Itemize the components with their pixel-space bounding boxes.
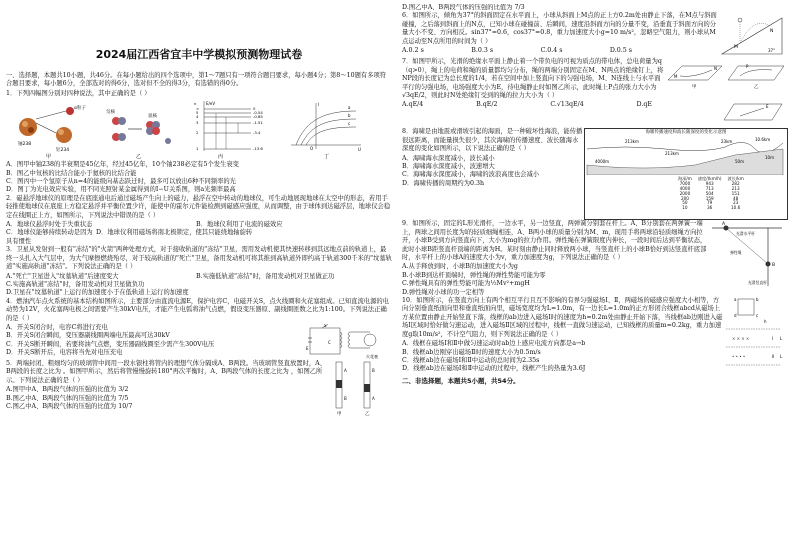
q8-text bbox=[402, 128, 584, 220]
svg-text:∞: ∞ bbox=[196, 106, 200, 112]
svg-text:5: 5 bbox=[196, 110, 199, 116]
energy-level-figure bbox=[194, 101, 263, 159]
q1-figures bbox=[6, 99, 392, 159]
helium-label: 氦核 bbox=[148, 114, 157, 120]
q7-options bbox=[402, 101, 652, 109]
svg-text:0: 0 bbox=[253, 106, 256, 112]
svg-text:O: O bbox=[310, 146, 314, 152]
glass-tube-figure bbox=[326, 360, 386, 416]
svg-text:2: 2 bbox=[196, 130, 199, 136]
svg-text:N: N bbox=[714, 66, 717, 72]
tsunami-table-body bbox=[675, 182, 747, 211]
table-cell: 213 bbox=[731, 186, 740, 191]
q9-option-b: B.小球B到达杆顶端时，弹性绳的弹性势能可能为零 bbox=[402, 271, 546, 279]
q8-option-d: D．海啸传播的周期约为0.3h bbox=[402, 179, 485, 187]
q5-option-a: A.图甲中A、B两段气体的压强的比值为 3/2 bbox=[6, 386, 129, 394]
svg-text:-3.4: -3.4 bbox=[253, 130, 261, 136]
uranium-nucleus-figure bbox=[18, 104, 86, 159]
svg-text:c: c bbox=[756, 313, 759, 319]
point-m-label: M bbox=[734, 45, 738, 51]
q4-option-c: C．开关S断开瞬间，若要将油气点燃，变压器副线圈至少需产生300V电压 bbox=[6, 340, 215, 348]
svg-text:d: d bbox=[734, 313, 737, 319]
l-rod-figure bbox=[708, 220, 786, 290]
svg-text:h: h bbox=[764, 319, 767, 325]
charged-rope-figure bbox=[664, 58, 786, 128]
q1-figure-svg bbox=[6, 99, 392, 159]
svg-text:10.6km: 10.6km bbox=[755, 137, 771, 143]
q8-option-a: A．海啸海水深度减小，波长减小 bbox=[402, 154, 495, 162]
fig-jia-label: 甲 bbox=[46, 154, 52, 160]
current-axis-label: I bbox=[318, 102, 320, 108]
q8-option-c: C．海啸海水深度减小，海啸的波浪高度也会减小 bbox=[402, 171, 540, 179]
voltage-axis-label: U bbox=[358, 147, 361, 153]
q6-text bbox=[402, 12, 720, 58]
svg-text:• • • •: • • • • bbox=[732, 354, 746, 360]
svg-text:-0.85: -0.85 bbox=[253, 114, 263, 120]
table-cell: 23 bbox=[732, 200, 739, 206]
svg-text:P: P bbox=[746, 64, 749, 70]
svg-text:B: B bbox=[372, 367, 375, 373]
table-cell: 282 bbox=[731, 181, 740, 187]
section-2-heading: 二、非选择题，本题共5小题，共54分。 bbox=[402, 377, 520, 386]
table-cell: 2000 bbox=[679, 190, 691, 196]
svg-text:B: B bbox=[344, 395, 347, 401]
q8-option-b: B．海啸海水深度减小，波速增大 bbox=[402, 163, 495, 171]
table-cell: 50 bbox=[682, 200, 688, 206]
svg-text:23km: 23km bbox=[721, 139, 733, 145]
svg-text:弹性绳: 弹性绳 bbox=[730, 250, 742, 256]
q6-block bbox=[402, 12, 788, 58]
tsunami-figure-title: 海啸传播速度和波长随深度的变化示意图 bbox=[645, 130, 727, 136]
q6-options bbox=[402, 47, 632, 55]
q10-block bbox=[402, 297, 788, 377]
q6-option-c: C.0.4 s bbox=[540, 47, 563, 55]
q3-option-b: B.实施低轨道"冻结"时，备用发动机对卫星做正功 bbox=[196, 272, 335, 280]
fusion-figure bbox=[106, 108, 171, 159]
table-cell: 10 bbox=[682, 205, 688, 211]
point-n-label: N bbox=[770, 29, 774, 35]
q5-text bbox=[6, 360, 326, 416]
table-cell: 713 bbox=[705, 186, 714, 191]
svg-text:a: a bbox=[734, 297, 737, 303]
page-title: 2024届江西省宜丰中学模拟预测物理试卷 bbox=[95, 48, 303, 61]
fig-jia-label: 甲 bbox=[337, 411, 342, 416]
q1-stem: 1．下列四幅图分别对四种说法，其中正确的是（ ） bbox=[6, 89, 151, 97]
svg-text:Ⅱ: Ⅱ bbox=[772, 354, 774, 360]
q7-option-a: A.qE/4 bbox=[402, 101, 424, 109]
svg-text:Ⅰ: Ⅰ bbox=[772, 336, 774, 342]
deuteron-label: 氘核 bbox=[106, 110, 115, 116]
q4-option-a: A．开关S闭合时，电容C将进行充电 bbox=[6, 323, 108, 331]
table-row bbox=[675, 206, 747, 211]
q2-options-row-2 bbox=[6, 229, 392, 246]
th234-label: 钍234 bbox=[56, 148, 70, 154]
tsunami-wave-svg bbox=[585, 135, 785, 175]
fig-bing-label: 丙 bbox=[218, 154, 224, 160]
fig-yi-label: 乙 bbox=[365, 411, 370, 416]
q3-option-c: C.实施高轨道"冻结"时，备用发动机对卫星做负功 bbox=[6, 280, 145, 288]
svg-text:213km: 213km bbox=[665, 151, 679, 157]
incline-figure bbox=[720, 12, 786, 58]
angle-label: 37° bbox=[768, 48, 776, 54]
u238-label: 铀238 bbox=[18, 142, 32, 148]
svg-text:-1.51: -1.51 bbox=[253, 120, 263, 126]
q7-text bbox=[402, 58, 664, 128]
q10-option-b: B．线框ab边刚穿出磁场Ⅱ时的速度大小为0.5m/s bbox=[402, 348, 541, 356]
q5-option-c-fraction: 10/7 bbox=[118, 402, 133, 410]
q10-text bbox=[402, 297, 724, 377]
q7-block bbox=[402, 58, 788, 128]
tsunami-figure bbox=[584, 128, 788, 220]
svg-text:3: 3 bbox=[196, 120, 199, 126]
svg-text:乙: 乙 bbox=[754, 85, 759, 91]
table-cell: 36 bbox=[707, 205, 713, 211]
q1-option-c: C．图丙中一个氢原子从n=4的能级向基态跃迁时，最多可以放出6种不同频率的光 bbox=[6, 178, 236, 186]
uranium-nucleus-shape bbox=[19, 118, 37, 136]
q10-stem: 10．如图所示，在竖直方向上有两个相互平行且互不影响的有界匀强磁场Ⅰ、Ⅱ，两磁场的磁感应强度大小相等，方向分别垂直纸面向里和垂直纸面向里，磁场宽度均为L=1.0m，有一边长L=1.0m的正方形闭合线框abcd从磁场上方某位置由静止开始竖直下落，线框的ab边进入磁场Ⅰ时的速度为h=0.2m处由静止开始下落，当线框ab边刚进入磁场Ⅰ区域时恰好做匀速运动，进入磁场Ⅱ区域的过程中，线框一直做匀速运动，已知线框的质量m=0.2kg，重力加速度g取10m/s²，不计空气阻力，则下列说法正确的是（ ） bbox=[402, 297, 723, 338]
svg-text:b: b bbox=[348, 113, 351, 119]
q6-option-b: B.0.3 s bbox=[471, 47, 494, 55]
table-cell: 151 bbox=[731, 190, 740, 196]
svg-text:A: A bbox=[344, 367, 347, 373]
svg-text:A: A bbox=[372, 395, 375, 401]
q1-option-b: B．图乙中氘核的比结合能小于氦核的比结合能 bbox=[6, 169, 137, 177]
table-cell: 159 bbox=[705, 195, 714, 201]
svg-text:1: 1 bbox=[196, 146, 199, 152]
svg-text:光滑竖直杆: 光滑竖直杆 bbox=[748, 280, 767, 286]
q7-option-c: C.√13qE/4 bbox=[550, 101, 584, 109]
q3-options-row-1 bbox=[6, 273, 392, 281]
svg-text:c: c bbox=[348, 121, 351, 127]
table-cell: 48 bbox=[732, 195, 739, 201]
q10-option-c: C．线框ab边在磁场Ⅰ和Ⅱ中运动的总时间为2.35s bbox=[402, 356, 540, 364]
q4-options bbox=[6, 324, 306, 360]
svg-text:A: A bbox=[722, 222, 726, 228]
table-cell: 79 bbox=[707, 200, 713, 206]
q1-option-a: A．图甲中铀238的半衰期是45亿年，经过45亿年，10个铀238必定有5个发生衰变 bbox=[6, 161, 239, 169]
q3-option-d: D.卫星在"坟墓轨道"上运行的加速度小于在低轨道上运行的加速度 bbox=[6, 289, 189, 297]
svg-text:× × × ×: × × × × bbox=[732, 336, 750, 342]
svg-text:213km: 213km bbox=[625, 139, 639, 145]
alpha-particle-label: α粒子 bbox=[74, 106, 86, 112]
svg-text:10m: 10m bbox=[765, 155, 774, 161]
q6-stem: 6．如图所示，倾角为37°的斜面固定在水平面上，小球从斜面上M点的正上方0.2m处由静止下落，在M点与斜面碰撞，之后落到斜面上的N点，已知小球在碰撞前、后瞬间，速度沿斜面方向的分量不变，沿垂直于斜面方向的分量大小不变、方向相反。sin37°=0.6，cos37°=0.8，重力加速度大小g=10 m/s²，忽略空气阻力，则小球从M点运动至N点所用的时间为（ ） bbox=[402, 12, 717, 45]
q9-text bbox=[402, 220, 708, 297]
left-column bbox=[6, 4, 392, 545]
fig-ding-label: 丁 bbox=[324, 154, 330, 160]
energy-axis-label: E/eV bbox=[206, 101, 216, 107]
q10-option-a: A．线框在磁场Ⅰ和Ⅱ中做匀速运动时ab边上感应电流方向都是a→b bbox=[402, 340, 586, 348]
q9-option-c: C.弹性绳具有的弹性势能可能为½Mv²+mgH bbox=[402, 280, 530, 288]
table-cell: 943 bbox=[705, 181, 714, 187]
q5-option-d-fraction: 7/3 bbox=[514, 4, 525, 11]
q2-option-b: B．地球仪利用了电流的磁效应 bbox=[196, 221, 283, 229]
svg-text:甲: 甲 bbox=[692, 85, 697, 91]
svg-text:b: b bbox=[756, 297, 759, 303]
q5-stem: 5．两端封闭、粗细均匀的玻璃管中间用一段水银柱将管内的理想气体分隔成A、B两段。当玻璃管竖直放置时，A、B两段的长度之比为 。如图甲所示，然后将管慢慢旋转180°再次平衡时，A、B两段气体的长度之比为 ，如图乙所示。下列说法正确的是（ ） bbox=[6, 359, 326, 384]
q5-option-d: D.图乙中A、B两段气体的压强的比值为 7/3 bbox=[402, 4, 525, 11]
table-cell: 504 bbox=[705, 190, 714, 196]
q2-stem: 2．磁悬浮地球仪的原理是在底座通电后通过磁场产生向上的磁力，悬浮在空中转动的地球仪，可生动地展现地球在太空中的形态，若用手轻推使地球仪在底座上方稳定悬浮并平衡位置少许，能使中的霍尔元件能检测到磁感应强度，从而调整，由于球体到达磁浮层，地球仪会稳定在线圈正上方，如图所示，下列说法中错误的是（ ） bbox=[6, 194, 391, 219]
section-1-instructions: 一、选择题，本题共10小题，共46分。在每小题给出的四个选项中，第1～7题只有一项符合题目要求，每小题4分；第8～10题有多项符合题目要求，每小题6分，全部选对的得6分，选对但不全的得3分，有选错的得0分。 bbox=[6, 72, 387, 88]
svg-text:4000m: 4000m bbox=[595, 159, 610, 165]
q9-option-a: A.从手释放到时，小球B的加速度大小为g bbox=[402, 263, 518, 271]
svg-text:L: L bbox=[780, 336, 783, 342]
svg-text:L: L bbox=[780, 354, 783, 360]
magnetic-field-figure bbox=[724, 297, 786, 377]
q4-block bbox=[6, 298, 392, 360]
fig-yi-label: 乙 bbox=[136, 154, 142, 160]
table-cell: 10.6 bbox=[730, 205, 741, 211]
svg-text:4: 4 bbox=[196, 114, 199, 120]
source-label: E bbox=[306, 345, 309, 351]
svg-text:光滑水平杆: 光滑水平杆 bbox=[736, 231, 755, 237]
q8-block bbox=[402, 128, 788, 220]
table-cell: 200 bbox=[680, 195, 689, 201]
q7-option-d: D.qE bbox=[636, 101, 652, 109]
q5-option-c: C.图乙中A、B两段气体的压强的比值为 10/7 bbox=[6, 402, 133, 410]
q1-option-d: D．图丁为光电效应实验，用不同光照射某金属得到的I−U关系图，则a光频率最高 bbox=[6, 186, 236, 194]
q8-stem: 8．海啸是由地震或滑坡引起的海面，是一种破坏性海浪，能传播很远距离，而能量损失很少，其次海啸的传播速度、波长随海水深度的变化如图所示，以下说法正确的是（ ） bbox=[402, 128, 583, 153]
switch-label: S bbox=[324, 323, 327, 328]
table-header-row: 海深/m 速度/(km/h) 波长/km bbox=[678, 176, 744, 182]
q4-option-d: D．开关S断开后，电容将当先对电压充电 bbox=[6, 349, 123, 357]
q5-option-b-fraction: 7/5 bbox=[118, 394, 129, 402]
q4-option-b: B．开关S闭合瞬间，变压器副线圈两端电压最高可达30kV bbox=[6, 332, 170, 340]
q10-option-d: D．线框ab边在磁场Ⅰ和Ⅱ中运动的过程中，线框产生的热量为3.6J bbox=[402, 365, 586, 373]
iu-curve-figure bbox=[291, 102, 361, 159]
q6-option-a: A.0.2 s bbox=[402, 47, 424, 55]
svg-text:-0.54: -0.54 bbox=[253, 110, 263, 116]
ignition-circuit-figure bbox=[306, 324, 390, 360]
q3-option-a: A."死亡"卫星进入"坟墓轨道"后速度变大 bbox=[6, 272, 119, 280]
q7-stem: 7．如图甲所示，光滑的绝缘水平面上静止着一个带负电的可视为质点的带电体，总电荷量为q（q>0），绳上的电荷和绳的质量都均匀分布，绳的两端分别固定在M、N两点的绝缘钉上，将NP段的长度记为总长度的1/4，若在空间中加上竖直向下的匀强电场，M、N连线上与水平面平行的匀强电场，电场强度大小为E，待电绳静止时如图乙所示，此时绳上P点的张力大小为√3qE/2，则此时N处绝缘钉受到的绳的拉力大小为（ ） bbox=[402, 58, 664, 100]
q9-option-d: D.弹性绳对小球的功一定相等 bbox=[402, 288, 485, 296]
table-cell: 4000 bbox=[679, 186, 691, 191]
q2-option-c: C．地球仪能够持续转动是因为具有惯性 bbox=[6, 229, 93, 245]
svg-text:a: a bbox=[348, 105, 351, 111]
q2-option-d: D．地球仪利用磁场将南北极锁定，使其只能绕地轴旋转 bbox=[96, 229, 253, 237]
tsunami-table bbox=[675, 177, 747, 211]
q9-block bbox=[402, 220, 788, 297]
q4-body bbox=[6, 324, 392, 360]
svg-text:E: E bbox=[766, 104, 769, 110]
right-column bbox=[402, 4, 788, 545]
svg-text:-13.6: -13.6 bbox=[253, 146, 263, 152]
q9-stem: 9．如图所示，固定的L形光滑杆，一边水平，另一边竖直，两弹簧分别套在杆上。A、B分别套在两弹簧一端上，两球之间用长度为l的轻质细绳相连，A、B两小球的质量分别为M、m，现用手将两球沿轻质细绳方向拉开，小球B受到方向竖直向下，大小为mg的拉力作用。弹性绳在弹簧限度内伸长，一段时间后达到平衡状态，此时小球B距竖直杆顶端的距离为H。某时刻由静止同时释放两小球，当竖直杆上的小球B恰好到达竖直杆底部时，水平杆上的小球A的速度大小为v，重力加速度为g，下列说法正确的是（ ） bbox=[402, 220, 707, 262]
capacitor-label: C bbox=[328, 339, 331, 345]
q5-option-b: B.图乙中A、B两段气体的压强的比值为 7/5 bbox=[6, 394, 129, 402]
svg-text:B: B bbox=[772, 263, 776, 269]
q5-block bbox=[6, 360, 392, 416]
table-cell: 7000 bbox=[679, 181, 691, 187]
q4-stem: 4．燃油汽车点火系统的基本结构如图所示，主要部分由直流电源E，保护电容C，电磁开关S，点火线圈和火花塞组成。已知直流电源的电动势为12V，火花塞两电极之间需要产生30kV电压，才能产生电弧将油气点燃，假设变压器原、副线圈匝数之比为1:100。下列说法正确的是（ ） bbox=[6, 297, 389, 322]
q2-option-a: A．地球仪悬浮时处于失重状态 bbox=[6, 221, 93, 229]
svg-text:n: n bbox=[194, 101, 197, 107]
q6-option-d: D.0.5 s bbox=[609, 47, 632, 55]
q5-option-a-fraction: 3/2 bbox=[118, 386, 129, 394]
spark-plug-label: 火花塞 bbox=[366, 353, 378, 359]
q3-stem: 3．卫星从发射到一般有"冻结"的"火箭"两种处理方式，对于接收轨道的"冻结"卫星，需用发动机使其快速转移到其远地点前的轨道上，最终一头扎入大气层中，为大气摩擦燃烧殆尽，对于较高轨道的"死亡"卫星，备用发动机可将其推到高轨道外即约高于轨道300千米的"坟墓轨道"实施高轨道"冻结"。下列说法正确的是（ ） bbox=[6, 246, 392, 271]
svg-text:M: M bbox=[674, 74, 678, 80]
svg-text:50m: 50m bbox=[735, 159, 744, 165]
q7-option-b: B.qE/2 bbox=[476, 101, 498, 109]
